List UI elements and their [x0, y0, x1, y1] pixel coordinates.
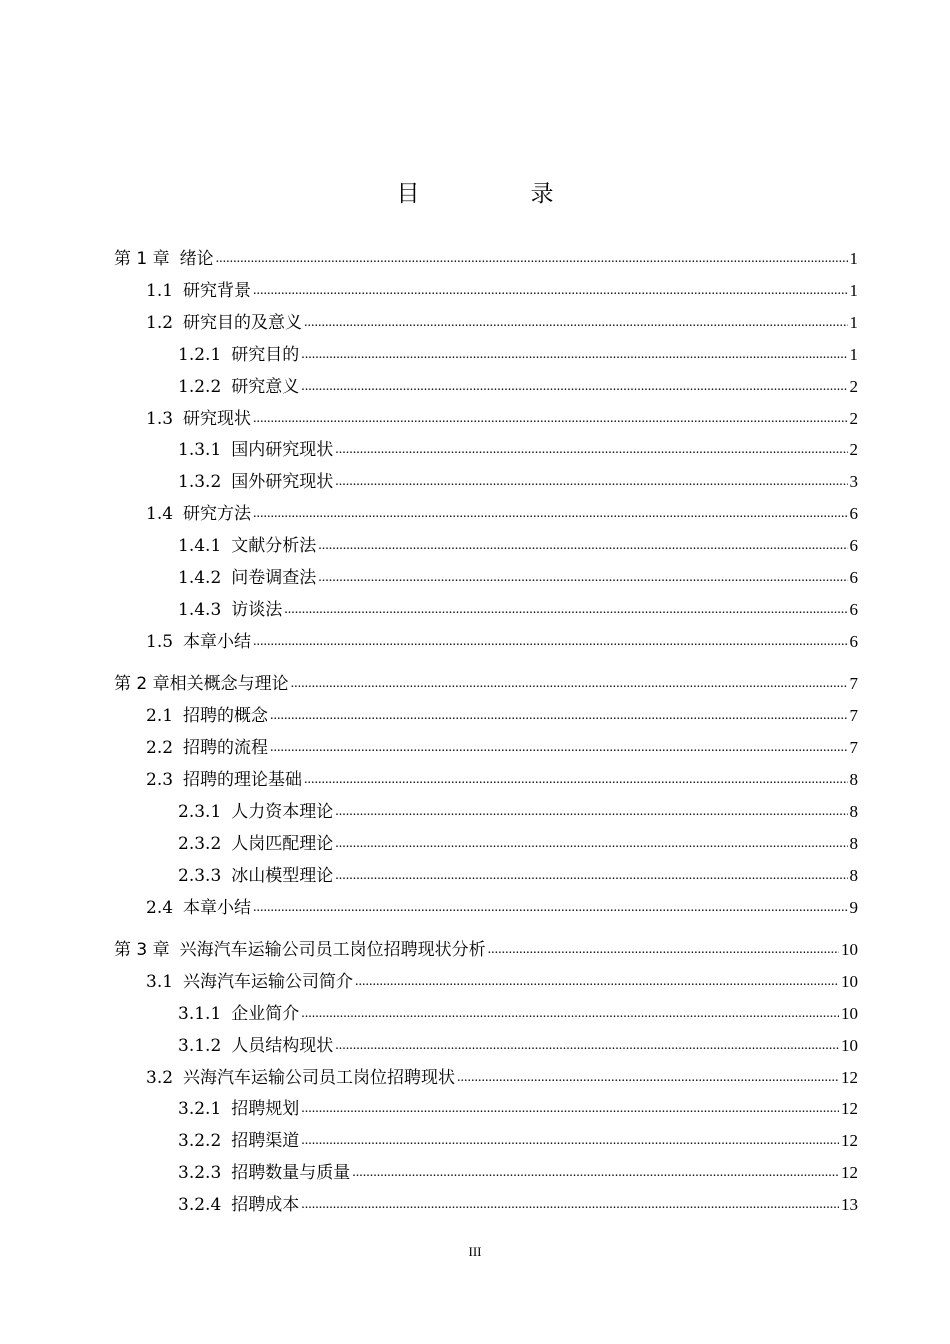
toc-entry-number: 3.2.1 [178, 1099, 222, 1120]
toc-entry-label: 本章小结 [183, 897, 252, 918]
dot-leader [301, 340, 847, 370]
toc-entry-label: 问卷调查法 [231, 568, 317, 588]
toc-entry-page-number: 3 [849, 472, 858, 492]
toc-entry-number: 2.4 [146, 897, 174, 918]
toc-entry-number: 3.1.2 [178, 1035, 222, 1056]
toc-entry-number: 3.1.1 [178, 1003, 222, 1024]
toc-entry-page-number: 2 [849, 408, 858, 428]
toc-entry-label: 人力资本理论 [231, 801, 334, 822]
dot-leader [335, 797, 847, 827]
toc-entry-label: 访谈法 [231, 599, 283, 620]
toc-subsection-entry[interactable] [178, 435, 858, 465]
toc-entry-label: 招聘的流程 [183, 738, 269, 758]
toc-entry-label: 文献分析法 [231, 536, 317, 557]
toc-entry-page-number: 1 [849, 312, 858, 332]
toc-entry-label: 研究目的 [231, 344, 300, 365]
dot-leader [253, 404, 847, 434]
toc-subsection-entry[interactable] [178, 1158, 858, 1188]
toc-section-entry[interactable] [146, 499, 858, 529]
toc-entry-label: 国内研究现状 [231, 440, 334, 461]
toc-entry-page-number: 8 [849, 769, 858, 789]
dot-leader [253, 893, 847, 923]
toc-entry-number: 1.5 [146, 631, 174, 652]
dot-leader [335, 467, 847, 497]
toc-entry-page-number: 12 [841, 1067, 858, 1087]
toc-entry-page-number: 1 [849, 280, 858, 300]
toc-subsection-entry[interactable] [178, 372, 858, 402]
toc-entry-label: 招聘规划 [231, 1099, 300, 1120]
toc-section-entry[interactable] [146, 733, 858, 763]
toc-entry-page-number: 2 [849, 376, 858, 396]
toc-entry-page-number: 7 [849, 674, 858, 694]
toc-entry-page-number: 10 [841, 1003, 858, 1023]
toc-entry-page-number: 10 [841, 939, 858, 959]
dot-leader [253, 627, 847, 657]
toc-section-entry[interactable] [146, 404, 858, 434]
toc-entry-number: 2.2 [146, 738, 174, 758]
toc-section-entry[interactable] [146, 967, 858, 997]
toc-entry-page-number: 10 [841, 1035, 858, 1055]
toc-subsection-entry[interactable] [178, 797, 858, 827]
toc-entry-number: 2.1 [146, 706, 174, 727]
dot-leader [335, 435, 847, 465]
toc-entry-page-number: 12 [841, 1131, 858, 1151]
dot-leader [304, 308, 847, 338]
toc-entry-label: 兴海汽车运输公司简介 [183, 971, 354, 992]
toc-entry-page-number: 7 [849, 706, 858, 726]
toc-entry-number: 3.2 [146, 1067, 174, 1088]
toc-entry-label: 人员结构现状 [231, 1035, 334, 1056]
toc-entry-number: 1.4.2 [178, 568, 222, 588]
toc-entry-number: 3.1 [146, 971, 174, 992]
dot-leader [457, 1063, 839, 1093]
toc-entry-number: 1.3.2 [178, 472, 222, 493]
toc-subsection-entry[interactable] [178, 1094, 858, 1124]
dot-leader [216, 244, 848, 274]
toc-entry-page-number: 6 [849, 631, 858, 651]
dot-leader [301, 1190, 839, 1220]
toc-entry-number: 1.3.1 [178, 440, 222, 461]
toc-entry-number: 1.2.1 [178, 344, 222, 365]
toc-entry-number: 2.3 [146, 769, 174, 790]
toc-entry-label: 冰山模型理论 [231, 865, 334, 886]
toc-chapter-entry[interactable] [114, 669, 858, 699]
toc-entry-label: 人岗匹配理论 [231, 833, 334, 854]
toc-entry-label: 研究目的及意义 [183, 312, 303, 333]
toc-subsection-entry[interactable] [178, 999, 858, 1029]
toc-entry-number: 1.4.1 [178, 536, 222, 557]
toc-entry-page-number: 6 [849, 504, 858, 524]
toc-entry-number: 1.1 [146, 280, 174, 301]
dot-leader [488, 935, 839, 965]
toc-entry-page-number: 6 [849, 568, 858, 587]
toc-entry-number: 1.2 [146, 312, 174, 333]
toc-entry-page-number: 12 [841, 1099, 858, 1119]
toc-entry-number: 第 1 章 [114, 249, 170, 269]
toc-entry-number: 1.4 [146, 504, 174, 525]
toc-entry-page-number: 10 [841, 971, 858, 991]
toc-entry-label: 国外研究现状 [231, 472, 334, 493]
toc-entry-number: 3.2.2 [178, 1131, 222, 1152]
toc-subsection-entry[interactable] [178, 595, 858, 625]
toc-entry-label: 绪论 [179, 249, 214, 269]
toc-subsection-entry[interactable] [178, 861, 858, 891]
toc-entry-number: 第 3 章 [114, 939, 170, 960]
toc-entry-label: 招聘的理论基础 [183, 769, 303, 790]
dot-leader [253, 499, 847, 529]
dot-leader [301, 1094, 839, 1124]
toc-subsection-entry[interactable] [178, 531, 858, 561]
dot-leader [270, 733, 847, 763]
toc-entry-number: 3.2.3 [178, 1163, 222, 1184]
toc-entry-page-number: 2 [849, 440, 858, 460]
toc-entry-number: 3.2.4 [178, 1195, 222, 1216]
toc-subsection-entry[interactable] [178, 829, 858, 859]
dot-leader [270, 701, 847, 731]
toc-entry-page-number: 7 [849, 738, 858, 757]
toc-subsection-entry[interactable] [178, 1031, 858, 1061]
toc-entry-label: 招聘渠道 [231, 1131, 300, 1152]
dot-leader [318, 531, 847, 561]
toc-entry-number: 2.3.3 [178, 865, 222, 886]
toc-entry-page-number: 13 [841, 1195, 858, 1215]
toc-entry-number: 第 2 章相关概念与理论 [114, 674, 289, 695]
dot-leader [253, 276, 847, 306]
dot-leader [335, 829, 847, 859]
toc-entry-number: 1.4.3 [178, 599, 222, 620]
dot-leader [301, 999, 839, 1029]
dot-leader [301, 372, 847, 402]
dot-leader [335, 861, 847, 891]
dot-leader [304, 765, 847, 795]
toc-entry-number: 2.3.2 [178, 833, 222, 854]
toc-subsection-entry[interactable] [178, 1190, 858, 1220]
toc-subsection-entry[interactable] [178, 563, 858, 593]
dot-leader [284, 595, 847, 625]
toc-entry-label: 研究背景 [183, 280, 252, 301]
toc-section-entry[interactable] [146, 276, 858, 306]
toc-entry-page-number: 1 [849, 344, 858, 364]
toc-entry-page-number: 6 [849, 599, 858, 619]
toc-entry-number: 1.3 [146, 408, 174, 429]
toc-section-entry[interactable] [146, 627, 858, 657]
toc-entry-label: 研究现状 [183, 408, 252, 429]
toc-section-entry[interactable] [146, 765, 858, 795]
toc-section-entry[interactable] [146, 893, 858, 923]
toc-entry-label: 招聘的概念 [183, 706, 269, 727]
toc-entry-page-number: 1 [849, 249, 858, 268]
dot-leader [291, 669, 848, 699]
dot-leader [318, 563, 847, 593]
toc-entry-label: 本章小结 [183, 631, 252, 652]
toc-entry-label: 研究方法 [183, 504, 252, 525]
dot-leader [301, 1126, 839, 1156]
toc-entry-label: 兴海汽车运输公司员工岗位招聘现状分析 [179, 939, 486, 960]
toc-title: 目 录 [396, 181, 598, 207]
toc-section-entry[interactable] [146, 308, 858, 338]
toc-entry-label: 兴海汽车运输公司员工岗位招聘现状 [183, 1067, 456, 1088]
toc-section-entry[interactable] [146, 1063, 858, 1093]
toc-entry-number: 2.3.1 [178, 801, 222, 822]
toc-entry-page-number: 6 [849, 536, 858, 556]
toc-entry-label: 企业简介 [231, 1003, 300, 1024]
page-number-footer: III [468, 1244, 482, 1259]
toc-subsection-entry[interactable] [178, 1126, 858, 1156]
toc-subsection-entry[interactable] [178, 340, 858, 370]
dot-leader [335, 1031, 839, 1061]
toc-entry-label: 招聘成本 [231, 1195, 300, 1216]
toc-entry-page-number: 8 [849, 801, 858, 821]
toc-entry-number: 1.2.2 [178, 376, 222, 397]
toc-entry-label: 研究意义 [231, 376, 300, 397]
toc-section-entry[interactable] [146, 701, 858, 731]
dot-leader [352, 1158, 839, 1188]
toc-entry-page-number: 12 [841, 1163, 858, 1183]
toc-subsection-entry[interactable] [178, 467, 858, 497]
toc-entry-page-number: 8 [849, 865, 858, 885]
dot-leader [355, 967, 839, 997]
toc-entry-page-number: 9 [849, 897, 858, 917]
toc-chapter-entry[interactable] [114, 244, 858, 274]
toc-entry-label: 招聘数量与质量 [231, 1163, 351, 1184]
toc-chapter-entry[interactable] [114, 935, 858, 965]
toc-entry-page-number: 8 [849, 833, 858, 853]
